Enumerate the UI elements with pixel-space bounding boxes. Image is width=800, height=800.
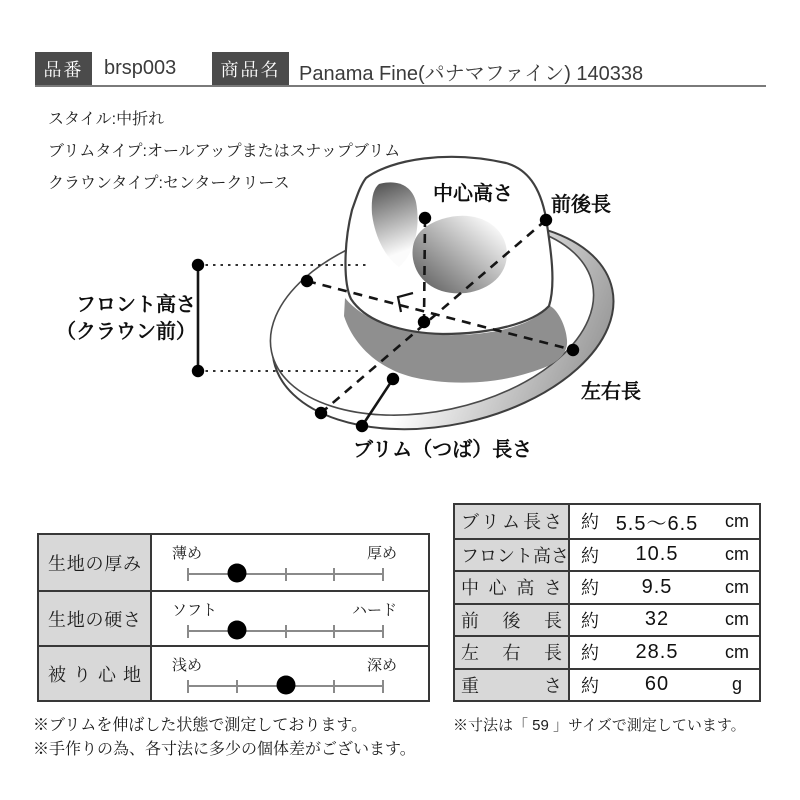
item-number-value: brsp003 — [104, 57, 177, 79]
measure-dot — [419, 212, 431, 224]
measure-dot — [301, 275, 313, 287]
measure-value: 32 — [644, 608, 670, 631]
label-brim-length: ブリム（つば）長さ — [353, 439, 533, 461]
slider-dot — [227, 621, 246, 640]
spec-brim-type: ブリムタイプ:オールアップまたはスナップブリム — [48, 143, 401, 160]
slider-cell — [152, 535, 428, 590]
measurement-table — [453, 503, 761, 702]
footnote-left — [33, 714, 416, 762]
row-header-stiffness: 生地の硬さ — [39, 592, 152, 645]
footnote-right: ※寸法は「 59 」サイズで測定しています。 — [453, 717, 746, 734]
measure-unit: cm — [725, 510, 749, 531]
slider-tick — [333, 568, 335, 581]
item-number-label: 品番 — [43, 59, 84, 80]
measure-name: 中心高さ — [461, 578, 562, 599]
spec-crown-type: クラウンタイプ:センタークリース — [48, 175, 290, 192]
attribute-slider-table — [37, 533, 430, 702]
slider-track — [188, 630, 383, 632]
label-left-right-length: 左右長 — [581, 381, 641, 403]
label-front-height-line2: （クラウン前） — [56, 321, 196, 343]
approx-label: 約 — [581, 675, 599, 696]
approx-label: 約 — [581, 512, 599, 533]
measure-dot — [387, 373, 399, 385]
slider-tick — [187, 625, 189, 638]
measure-dot — [315, 407, 327, 419]
measure-name: 前後長 — [461, 610, 562, 631]
measure-unit: cm — [725, 576, 749, 597]
slider-left-label: 薄め — [172, 545, 203, 562]
approx-label: 約 — [581, 578, 599, 599]
measure-name: ブリム長さ — [461, 512, 562, 533]
slider-left-label: 浅め — [172, 657, 203, 674]
measure-dot — [567, 344, 579, 356]
approx-label: 約 — [581, 643, 599, 664]
slider-right-label: 深め — [366, 657, 397, 674]
measure-value: 5.5～6.5 — [615, 512, 699, 535]
approx-label: 約 — [581, 610, 599, 631]
footnote-line: ※手作りの為、各寸法に多少の個体差がございます。 — [33, 741, 416, 758]
measure-value: 28.5 — [635, 640, 679, 663]
slider-tick — [333, 625, 335, 638]
label-front-height-line1: フロント高さ — [76, 294, 196, 316]
spec-style: スタイル:中折れ — [48, 111, 165, 128]
measure-value: 9.5 — [641, 575, 673, 598]
table-row — [39, 535, 428, 590]
row-header-fit: 被り心地 — [39, 647, 152, 700]
slider-right-label: 厚め — [366, 545, 397, 562]
table-row — [455, 570, 759, 603]
measure-name: 左右長 — [461, 643, 562, 664]
slider-tick — [236, 680, 238, 693]
measure-unit: cm — [725, 641, 749, 662]
approx-label: 約 — [581, 545, 599, 566]
table-row — [455, 603, 759, 636]
slider-tick — [187, 568, 189, 581]
slider-cell — [152, 647, 428, 700]
footnote-line: ※ブリムを伸ばした状態で測定しております。 — [33, 717, 368, 734]
label-front-back-length: 前後長 — [551, 194, 611, 216]
slider-tick — [382, 680, 384, 693]
slider-left-label: ソフト — [172, 602, 218, 619]
measure-dot — [192, 365, 204, 377]
slider-tick — [382, 625, 384, 638]
slider-cell — [152, 592, 428, 645]
product-name-value: Panama Fine(パナマファイン) 140338 — [299, 63, 644, 85]
measure-unit: g — [731, 674, 742, 695]
measure-value: 10.5 — [635, 543, 679, 566]
label-center-height: 中心高さ — [433, 183, 513, 205]
table-row — [39, 590, 428, 645]
measure-unit: cm — [725, 609, 749, 630]
table-row — [455, 538, 759, 571]
slider-tick — [285, 625, 287, 638]
slider-tick — [187, 680, 189, 693]
table-row — [455, 668, 759, 701]
slider-dot — [276, 676, 295, 695]
table-row — [455, 635, 759, 668]
slider-tick — [333, 680, 335, 693]
measure-value: 60 — [644, 673, 670, 696]
slider-dot — [227, 564, 246, 583]
crown-crease-right — [413, 216, 507, 294]
label-front-height — [20, 292, 196, 346]
table-row — [39, 645, 428, 700]
slider-tick — [382, 568, 384, 581]
measure-name: フロント高さ — [461, 545, 569, 566]
measure-dot — [418, 316, 430, 328]
measure-dot — [192, 259, 204, 271]
row-header-thickness: 生地の厚み — [39, 535, 152, 590]
slider-right-label: ハード — [351, 602, 397, 619]
measure-dot — [356, 420, 368, 432]
measure-unit: cm — [725, 544, 749, 565]
measure-name: 重さ — [461, 675, 562, 696]
slider-tick — [285, 568, 287, 581]
product-name-label: 商品名 — [220, 59, 281, 80]
table-row — [455, 505, 759, 538]
slider-track — [188, 573, 383, 575]
